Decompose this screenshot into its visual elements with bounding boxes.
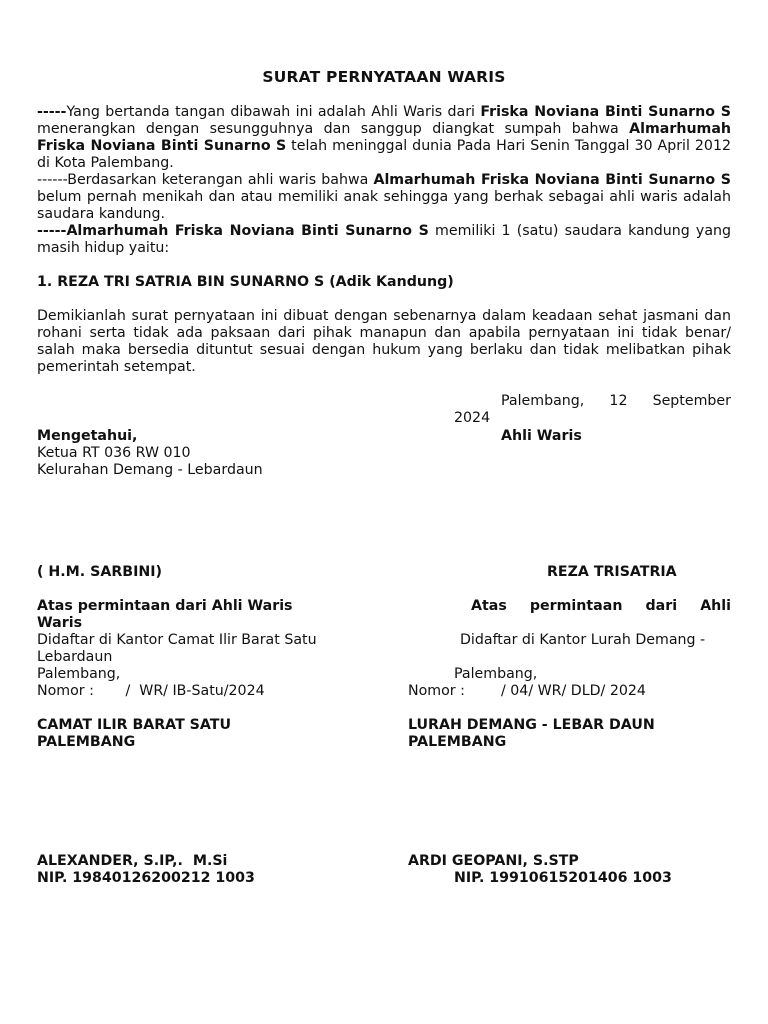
camat-official-name: ALEXANDER, S.IP,. M.Si	[37, 853, 228, 869]
lurah-office: LURAH DEMANG - LEBAR DAUN	[408, 717, 655, 733]
heir-heading: Ahli Waris	[501, 428, 582, 444]
para3-bold: -----Almarhumah Friska Noviana Binti Sunarno S	[37, 223, 429, 239]
rt-area: Kelurahan Demang - Lebardaun	[37, 462, 263, 478]
lurah-request: Atas permintaan dari Ahli	[471, 598, 731, 614]
dash-prefix: -----	[37, 104, 67, 120]
deceased-name-full: Almarhumah Friska Noviana Binti Sunarno S	[37, 121, 731, 154]
place-date-line: Palembang, 12 September	[501, 393, 731, 409]
paragraph-closing: Demikianlah surat pernyataan ini dibuat dengan sebenarnya dalam keadaan sehat jasmani dan rohani serta tidak ada paksaan dari pihak manapun dan apabila pernyataan ini tidak benar/ salah maka bersedia dituntut sesuai dengan hukum yang berlaku dan tidak melibatkan pihak pemerintah setempat.	[37, 308, 731, 375]
lurah-nip: NIP. 19910615201406 1003	[454, 870, 672, 886]
camat-number: Nomor : / WR/ IB-Satu/2024	[37, 683, 265, 699]
camat-place: Palembang,	[37, 666, 121, 682]
camat-city: PALEMBANG	[37, 734, 136, 750]
para3-text: memiliki 1 (satu) saudara kandung yang masih hidup yaitu:	[37, 223, 732, 256]
para1-text-a: Yang bertanda tangan dibawah ini adalah Ahli Waris dari	[66, 104, 481, 120]
statement-body	[37, 104, 731, 376]
place-date-year: 2024	[454, 410, 491, 426]
lurah-official-name: ARDI GEOPANI, S.STP	[408, 853, 579, 869]
para1-text-b: menerangkan dengan sesungguhnya dan sanggup diangkat sumpah bahwa	[37, 121, 630, 137]
document-title: SURAT PERNYATAAN WARIS	[262, 68, 506, 86]
para2-text-b: belum pernah menikah dan atau memiliki anak sehingga yang berhak sebagai ahli waris adalah saudara kandung.	[37, 189, 731, 222]
heir-name: REZA TRISATRIA	[547, 564, 677, 580]
para1-text-c: telah meninggal dunia Pada Hari Senin Tanggal 30 April 2012 di Kota Palembang.	[37, 138, 732, 171]
paragraph-heir-basis	[37, 172, 731, 223]
lurah-number: Nomor : / 04/ WR/ DLD/ 2024	[408, 683, 646, 699]
camat-registered: Didaftar di Kantor Camat Ilir Barat Satu Lebardaun	[37, 632, 317, 665]
paragraph-siblings	[37, 223, 731, 257]
para2-text-a: ------Berdasarkan keterangan ahli waris bahwa	[37, 172, 374, 188]
lurah-place: Palembang,	[454, 666, 538, 682]
heir-list-item: 1. REZA TRI SATRIA BIN SUNARNO S (Adik Kandung)	[37, 274, 454, 290]
acknowledged-heading: Mengetahui,	[37, 428, 138, 444]
paragraph-heir-declaration	[37, 104, 731, 172]
lurah-city: PALEMBANG	[408, 734, 507, 750]
deceased-name-2: Almarhumah Friska Noviana Binti Sunarno S	[373, 172, 731, 188]
lurah-registered: Didaftar di Kantor Lurah Demang -	[460, 632, 706, 648]
camat-office: CAMAT ILIR BARAT SATU	[37, 717, 231, 733]
rt-official-name: ( H.M. SARBINI)	[37, 564, 162, 580]
deceased-name: Friska Noviana Binti Sunarno S	[480, 104, 731, 120]
camat-nip: NIP. 19840126200212 1003	[37, 870, 255, 886]
lurah-request-cont: Waris	[37, 615, 83, 631]
camat-request: Atas permintaan dari Ahli Waris	[37, 598, 293, 614]
rt-role: Ketua RT 036 RW 010	[37, 445, 191, 461]
